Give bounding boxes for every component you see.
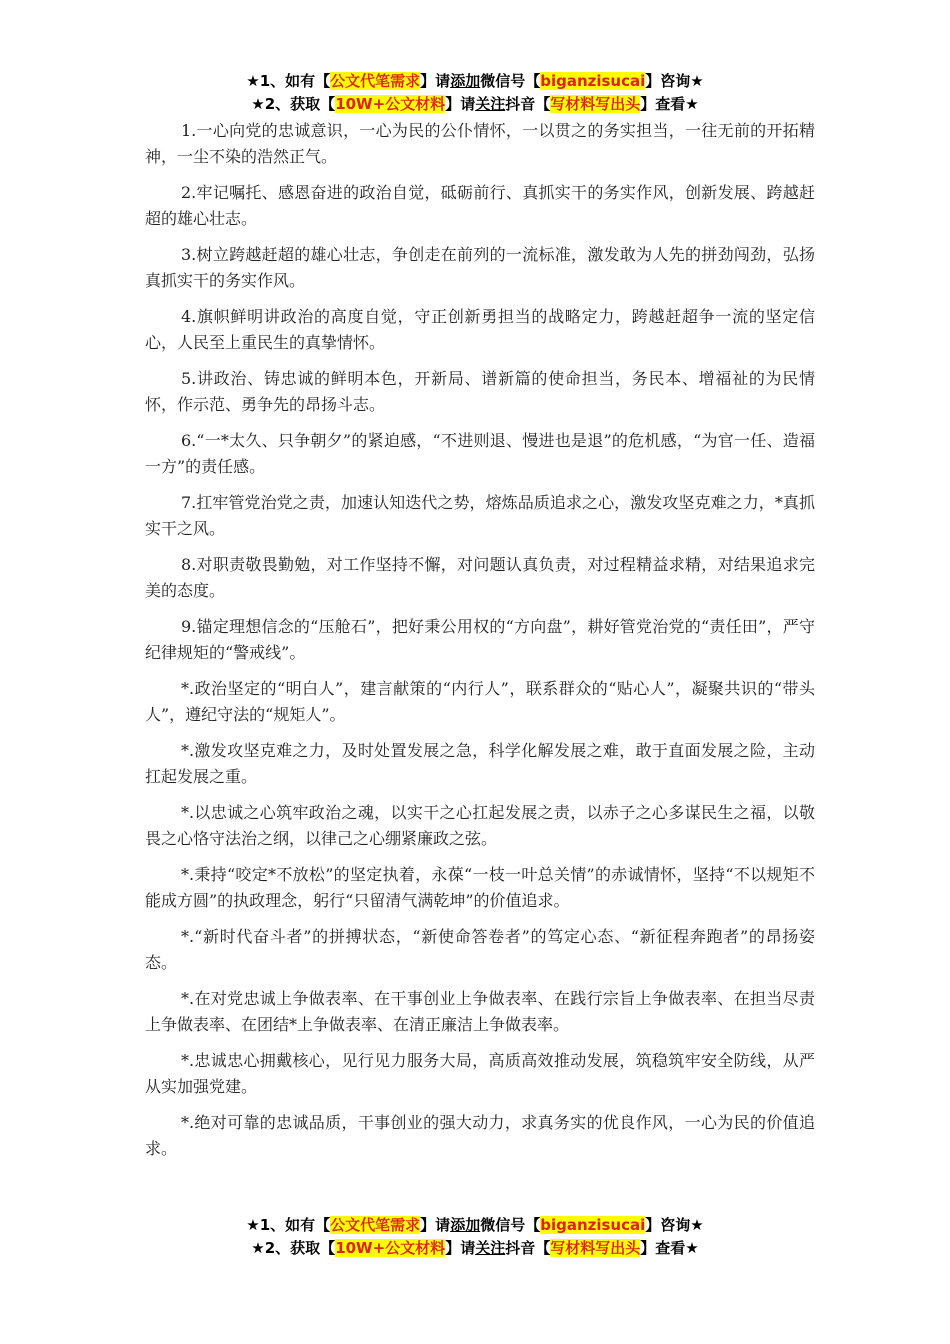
paragraph-15: *.在对党忠诚上争做表率、在干事创业上争做表率、在践行宗旨上争做表率、在担当尽责上争做表率、在团结*上争做表率、在清正廉洁上争做表率。 bbox=[145, 989, 815, 1034]
underlined-add: 添加 bbox=[450, 1216, 481, 1234]
highlight-douyin: 写材料写出头 bbox=[550, 95, 641, 113]
paragraph-10: *.政治坚定的“明白人”，建言献策的“内行人”，联系群众的“贴心人”，凝聚共识的“带头人”，遵纪守法的“规矩人”。 bbox=[145, 679, 815, 724]
banner-line-1 bbox=[0, 70, 950, 93]
star-icon: ★ bbox=[246, 1216, 260, 1234]
highlight-service: 公文代笔需求 bbox=[330, 1216, 421, 1234]
banner-text: 】请 bbox=[420, 72, 451, 90]
paragraph-7: 7.扛牢管党治党之责，加速认知迭代之势，熔炼品质追求之心，激发攻坚克难之力，*真抓实干之风。 bbox=[145, 493, 815, 538]
banner-text: 2、获取【 bbox=[264, 95, 336, 113]
footer-banner bbox=[0, 1214, 950, 1260]
star-icon: ★ bbox=[246, 72, 260, 90]
underlined-follow: 关注 bbox=[475, 95, 506, 113]
paragraph-6: 6.“一*太久、只争朝夕”的紧迫感，“不进则退、慢进也是退”的危机感，“为官一任、造福一方”的责任感。 bbox=[145, 431, 815, 476]
paragraph-13: *.秉持“咬定*不放松”的坚定执着，永葆“一枝一叶总关情”的赤诚情怀，坚持“不以规矩不能成方圆”的执政理念，躬行“只留清气满乾坤”的价值追求。 bbox=[145, 865, 815, 910]
highlight-wechat-id: biganzisucai bbox=[540, 72, 646, 90]
star-icon: ★ bbox=[251, 1239, 265, 1257]
paragraph-17: *.绝对可靠的忠诚品质，干事创业的强大动力，求真务实的优良作风，一心为民的价值追求。 bbox=[145, 1113, 815, 1158]
paragraph-8: 8.对职责敬畏勤勉，对工作坚持不懈，对问题认真负责，对过程精益求精，对结果追求完美的态度。 bbox=[145, 555, 815, 600]
banner-text: 】查看★ bbox=[640, 1239, 699, 1257]
highlight-materials: 10W+公文材料 bbox=[335, 1239, 446, 1257]
paragraph-2: 2.牢记嘱托、感恩奋进的政治自觉，砥砺前行、真抓实干的务实作风，创新发展、跨越赶超的雄心壮志。 bbox=[145, 183, 815, 228]
banner-line-2 bbox=[0, 93, 950, 116]
banner-text: 抖音【 bbox=[505, 95, 551, 113]
paragraph-14: *.“新时代奋斗者”的拼搏状态，“新使命答卷者”的笃定心态、“新征程奔跑者”的昂扬姿态。 bbox=[145, 927, 815, 972]
star-icon: ★ bbox=[251, 95, 265, 113]
banner-text: 】查看★ bbox=[640, 95, 699, 113]
header-banner bbox=[0, 70, 950, 116]
paragraph-9: 9.锚定理想信念的“压舱石”，把好秉公用权的“方向盘”，耕好管党治党的“责任田”，严守纪律规矩的“警戒线”。 bbox=[145, 617, 815, 662]
banner-text: 】请 bbox=[445, 1239, 476, 1257]
banner-text: 】请 bbox=[420, 1216, 451, 1234]
paragraph-11: *.激发攻坚克难之力，及时处置发展之急，科学化解发展之难，敢于直面发展之险，主动扛起发展之重。 bbox=[145, 741, 815, 786]
banner-line-1 bbox=[0, 1214, 950, 1237]
banner-text: 2、获取【 bbox=[264, 1239, 336, 1257]
paragraph-3: 3.树立跨越赶超的雄心壮志，争创走在前列的一流标准，激发敢为人先的拼劲闯劲，弘扬真抓实干的务实作风。 bbox=[145, 245, 815, 290]
banner-text: 】咨询★ bbox=[645, 72, 704, 90]
highlight-materials: 10W+公文材料 bbox=[335, 95, 446, 113]
banner-text: 1、如有【 bbox=[259, 1216, 331, 1234]
paragraph-5: 5.讲政治、铸忠诚的鲜明本色，开新局、谱新篇的使命担当，务民本、增福祉的为民情怀，作示范、勇争先的昂扬斗志。 bbox=[145, 369, 815, 414]
highlight-service: 公文代笔需求 bbox=[330, 72, 421, 90]
highlight-douyin: 写材料写出头 bbox=[550, 1239, 641, 1257]
underlined-add: 添加 bbox=[450, 72, 481, 90]
underlined-follow: 关注 bbox=[475, 1239, 506, 1257]
banner-text: 】请 bbox=[445, 95, 476, 113]
banner-text: 】咨询★ bbox=[645, 1216, 704, 1234]
banner-text: 微信号【 bbox=[480, 1216, 541, 1234]
banner-text: 微信号【 bbox=[480, 72, 541, 90]
paragraph-4: 4.旗帜鲜明讲政治的高度自觉，守正创新勇担当的战略定力，跨越赶超争一流的坚定信心，人民至上重民生的真挚情怀。 bbox=[145, 307, 815, 352]
banner-text: 抖音【 bbox=[505, 1239, 551, 1257]
paragraph-16: *.忠诚忠心拥戴核心，见行见力服务大局，高质高效推动发展，筑稳筑牢安全防线，从严从实加强党建。 bbox=[145, 1051, 815, 1096]
highlight-wechat-id: biganzisucai bbox=[540, 1216, 646, 1234]
banner-line-2 bbox=[0, 1237, 950, 1260]
banner-text: 1、如有【 bbox=[259, 72, 331, 90]
paragraph-1: 1.一心向党的忠诚意识，一心为民的公仆情怀，一以贯之的务实担当，一往无前的开拓精神，一尘不染的浩然正气。 bbox=[145, 121, 815, 166]
paragraph-12: *.以忠诚之心筑牢政治之魂，以实干之心扛起发展之责，以赤子之心多谋民生之福，以敬畏之心恪守法治之纲，以律己之心绷紧廉政之弦。 bbox=[145, 803, 815, 848]
document-body bbox=[145, 118, 815, 1172]
